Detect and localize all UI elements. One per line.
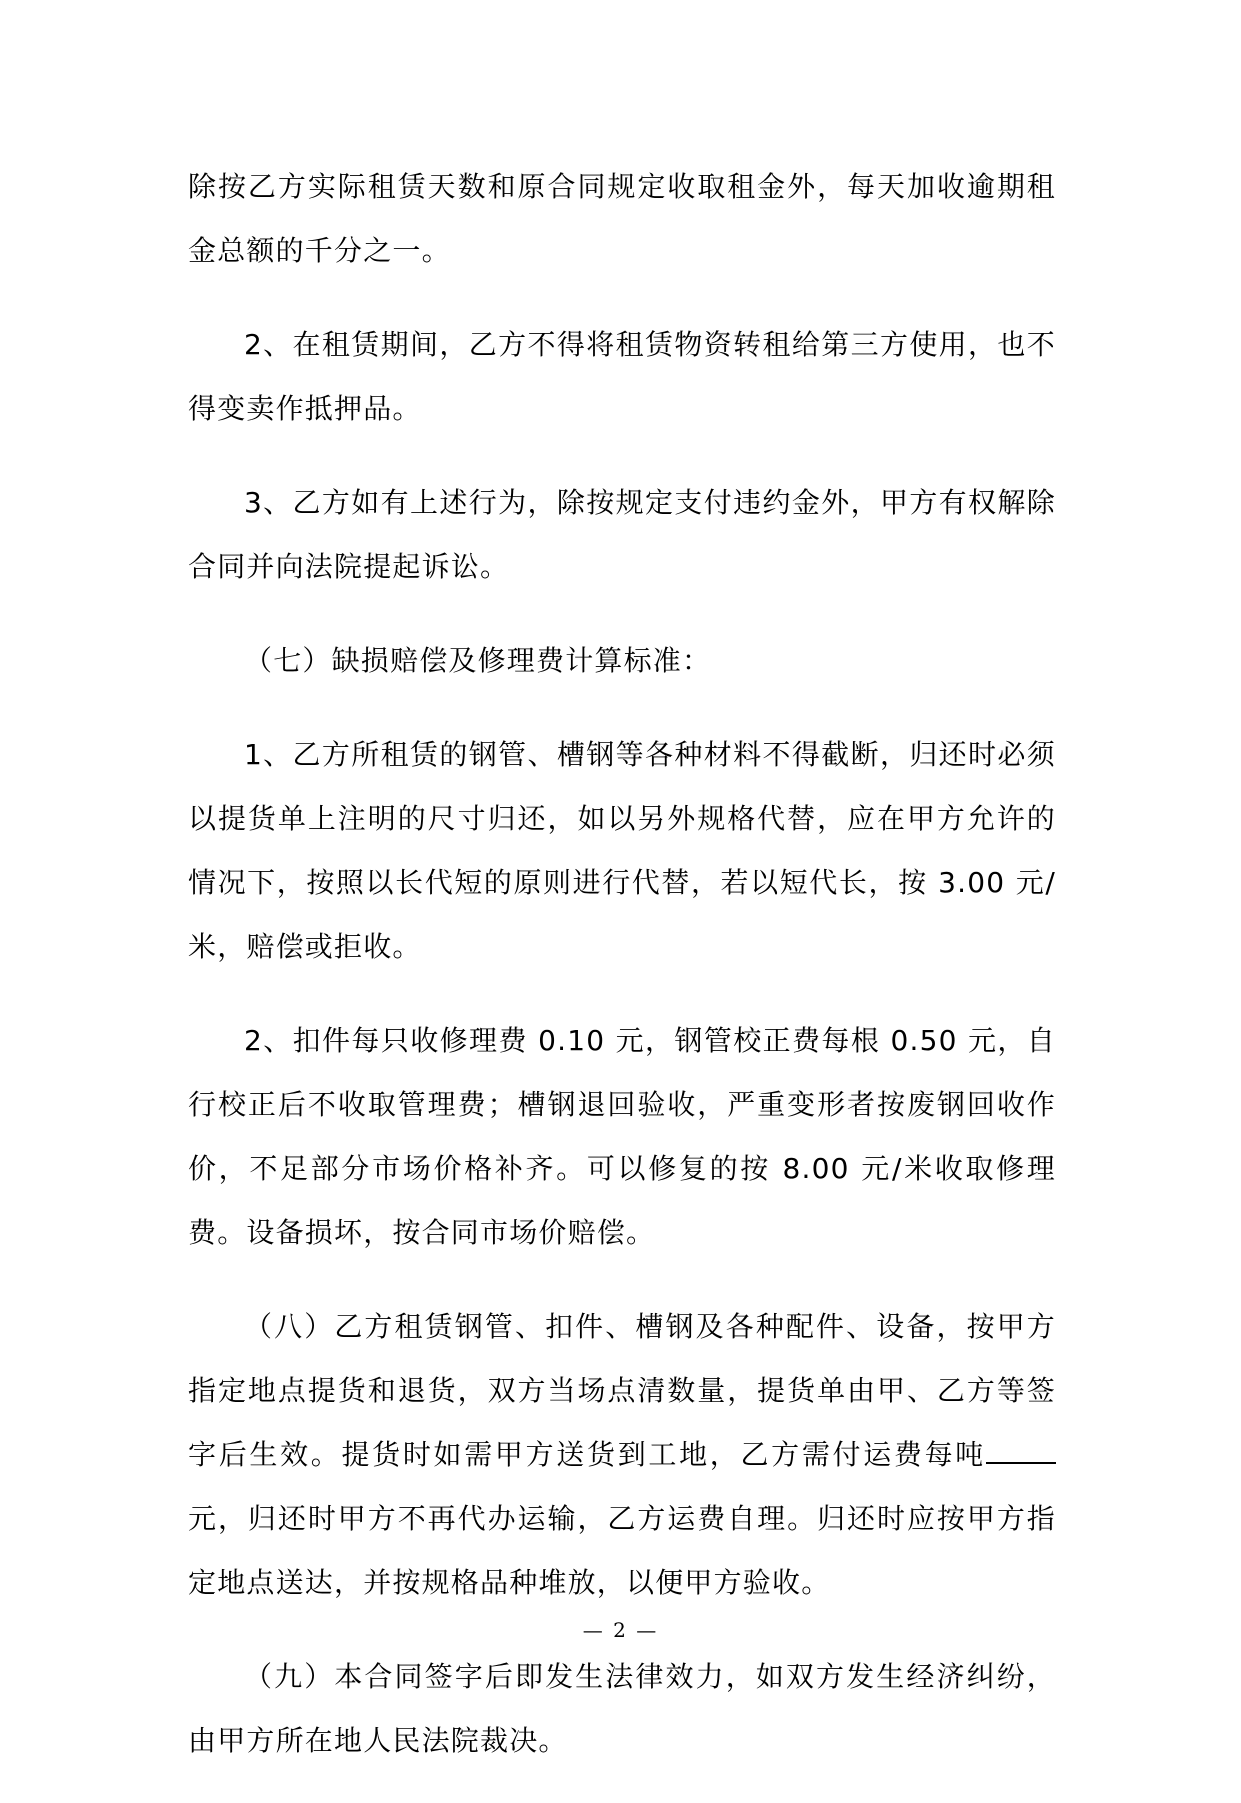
freight-fee-blank (986, 1434, 1056, 1464)
paragraph-no-cutting: 1、乙方所租赁的钢管、槽钢等各种材料不得截断，归还时必须以提货单上注明的尺寸归还，如以另外规格代替，应在甲方允许的情况下，按照以长代短的原则进行代替，若以短代长，按 3.00 元/米，赔偿或拒收。 (188, 738, 1056, 963)
paragraph-pickup-return (188, 1295, 1056, 1615)
document-body (188, 155, 1056, 1803)
paragraph-termination-right: 3、乙方如有上述行为，除按规定支付违约金外，甲方有权解除合同并向法院提起诉讼。 (188, 486, 1056, 583)
paragraph-legal-effect: （九）本合同签字后即发生法律效力，如双方发生经济纠纷，由甲方所在地人民法院裁决。 (188, 1660, 1056, 1757)
paragraph-no-sublease: 2、在租赁期间，乙方不得将租赁物资转租给第三方使用，也不得变卖作抵押品。 (188, 328, 1056, 425)
paragraph-overdue-rent: 除按乙方实际租赁天数和原合同规定收取租金外，每天加收逾期租金总额的千分之一。 (188, 170, 1056, 267)
pickup-return-text-after: 元，归还时甲方不再代办运输，乙方运费自理。归还时应按甲方指定地点送达，并按规格品种堆放，以便甲方验收。 (188, 1502, 1056, 1599)
pickup-return-text-before: （八）乙方租赁钢管、扣件、槽钢及各种配件、设备，按甲方指定地点提货和退货，双方当场点清数量，提货单由甲、乙方等签字后生效。提货时如需甲方送货到工地，乙方需付运费每吨 (188, 1310, 1056, 1471)
section-heading-compensation: （七）缺损赔偿及修理费计算标准： (244, 644, 712, 677)
paragraph-repair-fees: 2、扣件每只收修理费 0.10 元，钢管校正费每根 0.50 元，自行校正后不收取管理费；槽钢退回验收，严重变形者按废钢回收作价，不足部分市场价格补齐。可以修复的按 8.00 元/米收取修理费。设备损坏，按合同市场价赔偿。 (188, 1024, 1056, 1249)
page-number: — 2 — (582, 1618, 659, 1642)
